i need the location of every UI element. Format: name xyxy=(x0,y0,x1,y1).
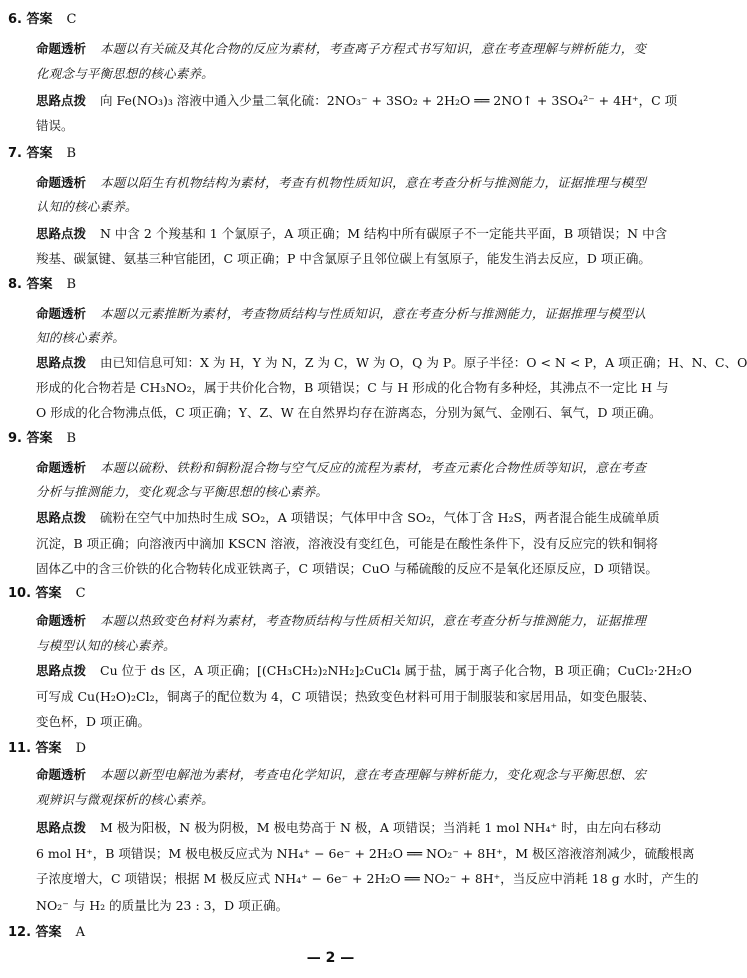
q10-silu-text1: Cu 位于 ds 区，A 项正确；[(CH₃CH₂)₂NH₂]₂CuCl₄ 属于盐，属于离子化合物，B 项正确；CuCl₂·2H₂O xyxy=(100,663,692,678)
q8-mingti-text1: 本题以元素推断为素材，考查物质结构与性质知识，意在考查分析与推测能力，证据推理与模型认 xyxy=(100,306,647,321)
q8-silu-text2: 形成的化合物若是 CH₃NO₂，属于共价化合物，B 项错误；C 与 H 形成的化合物有多种烃，其沸点不一定比 H 与 xyxy=(36,380,669,395)
q6-silu-line1 xyxy=(36,92,678,109)
q7-head-label: 7. 答案 xyxy=(8,146,53,161)
q8-silu-text3: O 形成的化合物沸点低，C 项正确；Y、Z、W 在自然界均存在游离态，分别为氮气、金刚石、氧气，D 项正确。 xyxy=(36,405,662,420)
q9-answer: B xyxy=(66,431,77,446)
q8-answer: B xyxy=(66,277,77,292)
q8-head-label: 8. 答案 xyxy=(8,277,53,292)
q9-silu-line1 xyxy=(36,509,660,526)
q11-mingti-text1: 本题以新型电解池为素材，考查电化学知识，意在考查理解与辨析能力，变化观念与平衡思想、宏 xyxy=(100,767,647,782)
q7-silu-line1 xyxy=(36,225,668,242)
q7-header xyxy=(8,146,76,162)
q10-mingti-label: 命题透析 xyxy=(36,613,87,628)
q7-silu-text2: 羧基、碳氯键、氨基三种官能团，C 项正确；P 中含氯原子且邻位碳上有氢原子，能发生消去反应，D 项正确。 xyxy=(36,251,651,266)
q6-head-label: 6. 答案 xyxy=(8,12,53,27)
q11-silu-line2 xyxy=(36,845,695,862)
q8-silu-line1 xyxy=(36,354,747,371)
q10-silu-text2: 可写成 Cu(H₂O)₂Cl₂，铜离子的配位数为 4，C 项错误；热致变色材料可用于制服装和家居用品，如变色服装、 xyxy=(36,689,656,704)
q9-mingti-text2: 分析与推测能力，变化观念与平衡思想的核心素养。 xyxy=(36,484,329,499)
q9-silu-text2: 沉淀，B 项正确；向溶液丙中滴加 KSCN 溶液，溶液没有变红色，可能是在酸性条件下，没有反应完的铁和铜将 xyxy=(36,536,659,551)
q8-silu-line2 xyxy=(36,379,669,396)
q9-mingti-line1 xyxy=(36,459,646,476)
q9-mingti-text1: 本题以硫粉、铁粉和铜粉混合物与空气反应的流程为素材，考查元素化合物性质等知识，意在考查 xyxy=(100,460,647,475)
q8-header xyxy=(8,277,76,293)
q7-silu-text1: N 中含 2 个羧基和 1 个氯原子，A 项正确；M 结构中所有碳原子不一定能共平面，B 项错误；N 中含 xyxy=(100,226,668,241)
q9-silu-line2 xyxy=(36,535,659,552)
q6-silu-line2 xyxy=(36,117,646,134)
q11-silu-label: 思路点拨 xyxy=(36,820,87,835)
q6-header xyxy=(8,12,76,28)
q6-silu-text1: 向 Fe(NO₃)₃ 溶液中通入少量二氧化硫：2NO₃⁻ + 3SO₂ + 2H₂O ══ 2NO↑ + 3SO₄²⁻ + 4H⁺，C 项 xyxy=(100,93,678,108)
q11-head-label: 11. 答案 xyxy=(8,741,62,756)
q6-mingti-text1: 本题以有关硫及其化合物的反应为素材，考查离子方程式书写知识，意在考查理解与辨析能力，变 xyxy=(100,41,647,56)
q10-answer: C xyxy=(75,586,86,601)
q11-silu-text3: 子浓度增大，C 项错误；根据 M 极反应式 NH₄⁺ − 6e⁻ + 2H₂O ══ NO₂⁻ + 8H⁺，当反应中消耗 18 g 水时，产生的 xyxy=(36,871,699,886)
q9-mingti-label: 命题透析 xyxy=(36,460,87,475)
q11-answer: D xyxy=(75,741,86,756)
q11-silu-line4 xyxy=(36,897,646,914)
q9-silu-line3 xyxy=(36,560,658,577)
q6-mingti-text2: 化观念与平衡思想的核心素养。 xyxy=(36,66,214,81)
q10-head-label: 10. 答案 xyxy=(8,586,62,601)
q10-mingti-line2 xyxy=(36,637,646,654)
q12-head-label: 12. 答案 xyxy=(8,925,62,940)
q11-mingti-line2 xyxy=(36,791,646,808)
q7-silu-label: 思路点拨 xyxy=(36,226,87,241)
q7-mingti-text1: 本题以陌生有机物结构为素材，考查有机物性质知识，意在考查分析与推测能力，证据推理与模型 xyxy=(100,175,647,190)
q10-silu-line3 xyxy=(36,713,646,730)
q6-mingti-line2 xyxy=(36,65,646,82)
q8-silu-line3 xyxy=(36,404,662,421)
q11-silu-text2: 6 mol H⁺，B 项错误；M 极电极反应式为 NH₄⁺ − 6e⁻ + 2H₂O ══ NO₂⁻ + 8H⁺，M 极区溶液溶剂减少，硫酸根离 xyxy=(36,846,695,861)
q11-mingti-text2: 观辨识与微观探析的核心素养。 xyxy=(36,792,214,807)
q11-header xyxy=(8,741,86,757)
q6-answer: C xyxy=(66,12,77,27)
q9-header xyxy=(8,431,76,447)
q8-silu-text1: 由已知信息可知：X 为 H，Y 为 N，Z 为 C，W 为 O，Q 为 P。原子半径：O < N < P，A 项正确；H、N、C、O xyxy=(100,355,747,370)
q7-mingti-line1 xyxy=(36,174,646,191)
q11-silu-line3 xyxy=(36,870,699,887)
q6-silu-text2: 错误。 xyxy=(36,118,74,133)
q6-mingti-line1 xyxy=(36,40,646,57)
q6-silu-label: 思路点拨 xyxy=(36,93,87,108)
q11-silu-text4: NO₂⁻ 与 H₂ 的质量比为 23 : 3，D 项正确。 xyxy=(36,898,289,913)
q11-mingti-label: 命题透析 xyxy=(36,767,87,782)
q10-silu-line1 xyxy=(36,662,692,679)
q10-mingti-text1: 本题以热致变色材料为素材，考查物质结构与性质相关知识，意在考查分析与推测能力，证据推理 xyxy=(100,613,647,628)
q9-silu-label: 思路点拨 xyxy=(36,510,87,525)
q9-silu-text3: 固体乙中的含三价铁的化合物转化成亚铁离子，C 项错误；CuO 与稀硫酸的反应不是氧化还原反应，D 项错误。 xyxy=(36,561,658,576)
q8-mingti-label: 命题透析 xyxy=(36,306,87,321)
q10-mingti-line1 xyxy=(36,612,646,629)
q7-mingti-line2 xyxy=(36,198,646,215)
q7-answer: B xyxy=(66,146,77,161)
q8-mingti-line2 xyxy=(36,329,646,346)
q7-mingti-text2: 认知的核心素养。 xyxy=(36,199,138,214)
q12-header xyxy=(8,925,85,941)
q10-silu-line2 xyxy=(36,688,656,705)
q9-silu-text1: 硫粉在空气中加热时生成 SO₂，A 项错误；气体甲中含 SO₂，气体丁含 H₂S，两者混合能生成硫单质 xyxy=(100,510,660,525)
q10-silu-label: 思路点拨 xyxy=(36,663,87,678)
q11-mingti-line1 xyxy=(36,766,646,783)
q6-mingti-label: 命题透析 xyxy=(36,41,87,56)
q11-silu-text1: M 极为阳极，N 极为阴极，M 极电势高于 N 极，A 项错误；当消耗 1 mol NH₄⁺ 时，由左向右移动 xyxy=(100,820,662,835)
page-number: — 2 — xyxy=(306,950,355,966)
q8-silu-label: 思路点拨 xyxy=(36,355,87,370)
q8-mingti-text2: 知的核心素养。 xyxy=(36,330,125,345)
q10-mingti-text2: 与模型认知的核心素养。 xyxy=(36,638,176,653)
q7-silu-line2 xyxy=(36,250,651,267)
q11-silu-line1 xyxy=(36,819,662,836)
q9-head-label: 9. 答案 xyxy=(8,431,53,446)
q10-silu-text3: 变色杯，D 项正确。 xyxy=(36,714,150,729)
q9-mingti-line2 xyxy=(36,483,646,500)
q7-mingti-label: 命题透析 xyxy=(36,175,87,190)
q10-header xyxy=(8,586,86,602)
q12-answer: A xyxy=(75,925,85,940)
q8-mingti-line1 xyxy=(36,305,646,322)
